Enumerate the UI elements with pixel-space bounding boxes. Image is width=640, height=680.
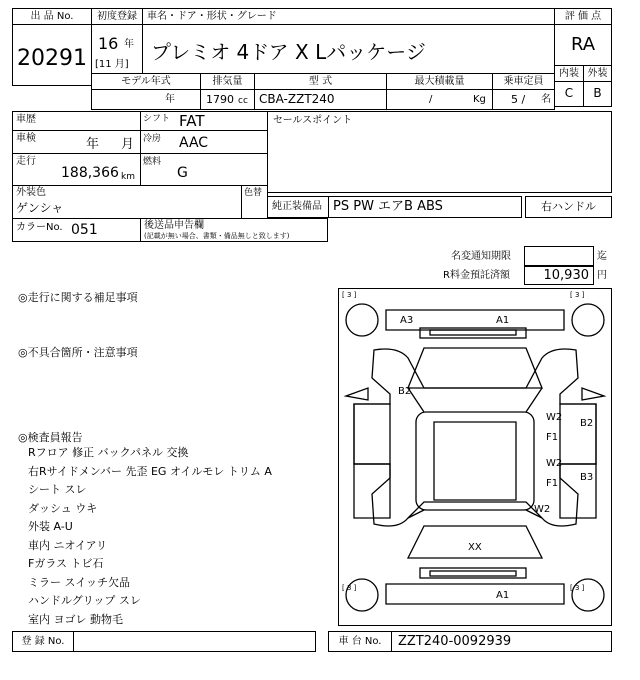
color-cell — [12, 185, 242, 219]
mark-b2-left: B2 — [398, 386, 412, 397]
right-front-door — [560, 404, 596, 464]
lot-no: 20291 — [17, 46, 87, 71]
inspector-line: シート スレ — [28, 483, 87, 496]
chassis-label: 車 台 No. — [338, 636, 382, 647]
recycle-unit: 円 — [597, 270, 607, 281]
car-name-label-cell — [142, 8, 555, 25]
recycle-label: R料金預託済額 — [443, 270, 510, 281]
color-change-cell — [241, 185, 268, 219]
tire-tag-fr: [ 3 ] — [570, 291, 585, 299]
inspector-line: ハンドルグリップ スレ — [28, 594, 141, 607]
exterior-label-cell — [583, 65, 612, 82]
inspector-line: 車内 ニオイアリ — [28, 538, 108, 552]
car-name-cell — [142, 24, 555, 74]
mark-w2-2: W2 — [546, 458, 563, 469]
equipment-label-cell — [267, 196, 329, 218]
left-mirror-icon — [346, 388, 368, 400]
inspector-line: Fガラス トビ石 — [28, 557, 104, 570]
inspection-month-unit: 月 — [121, 137, 135, 152]
capacity-cell — [492, 89, 555, 110]
handle: 右ハンドル — [541, 200, 596, 213]
inspector-line: ミラー スイッチ欠品 — [28, 575, 131, 589]
mileage-cell — [12, 153, 141, 186]
first-reg-cell — [91, 24, 143, 74]
rating: RA — [570, 34, 596, 55]
fuel-cell — [140, 153, 268, 186]
front-plate — [430, 330, 516, 335]
mark-f1-2: F1 — [546, 478, 559, 489]
transfer-label: 名変通知期限 — [451, 251, 511, 262]
displacement-unit: cc — [238, 96, 248, 106]
color: ゲンシャ — [16, 201, 64, 215]
max-load-label: 最大積載量 — [414, 76, 465, 87]
equipment: PS PW エアB ABS — [333, 199, 443, 214]
car-name-label: 車名・ドア・形状・グレード — [147, 11, 277, 22]
first-reg-label: 初度登録 — [97, 11, 137, 22]
model-year-unit: 年 — [165, 94, 175, 105]
mark-w2-1: W2 — [546, 412, 563, 423]
post-doc-cell — [140, 218, 328, 242]
color-no-cell — [12, 218, 141, 242]
shift: FAT — [179, 112, 205, 130]
ac: AAC — [179, 135, 209, 151]
inspector-report-lines — [28, 444, 272, 629]
reg-no-label-cell — [12, 631, 74, 652]
max-load: / — [429, 94, 433, 105]
inspection-cell — [12, 130, 141, 154]
shift-label: シフト — [143, 114, 171, 124]
exterior-label: 外装 — [587, 68, 608, 79]
displacement-cell — [200, 89, 255, 110]
rear-bumper — [386, 584, 564, 604]
transfer-field — [524, 246, 594, 266]
equipment-label: 純正装備品 — [272, 201, 322, 212]
left-front-door — [354, 404, 390, 464]
inspector-line: Rフロア 修正 バックパネル 交換 — [28, 446, 189, 459]
inspection-year-unit: 年 — [86, 137, 100, 152]
rating-label: 評 価 点 — [564, 11, 602, 22]
tire-tag-fl: [ 3 ] — [342, 291, 357, 299]
ac-cell — [140, 130, 268, 154]
mark-f1-1: F1 — [546, 432, 559, 443]
inspector-line: 外装 A-U — [28, 520, 73, 533]
tire-tag-rl: [ 3 ] — [342, 584, 357, 592]
chassis-no: ZZT240-0092939 — [398, 634, 512, 649]
tire-front-right-icon — [572, 304, 604, 336]
max-load-label-cell — [386, 73, 493, 90]
left-rear-door — [354, 464, 390, 518]
mileage: 188,366 — [61, 165, 119, 181]
rating-label-cell — [554, 8, 612, 25]
interior-grade-cell — [554, 81, 584, 107]
interior-grade: C — [564, 86, 574, 100]
mark-a3: A3 — [400, 315, 414, 326]
mark-a1-rear: A1 — [496, 590, 510, 601]
recycle-field — [524, 266, 594, 285]
capacity-label-cell — [492, 73, 555, 90]
mark-b2-right: B2 — [580, 418, 594, 429]
tire-tag-rr: [ 3 ] — [570, 584, 585, 592]
capacity-label: 乗車定員 — [503, 76, 544, 87]
type: CBA-ZZT240 — [259, 92, 335, 106]
mark-a1-front: A1 — [496, 315, 510, 326]
color-no-label: カラーNo. — [16, 222, 63, 233]
equipment-cell — [328, 196, 522, 218]
mark-w2-3: W2 — [534, 504, 551, 515]
lot-no-label: 出 品 No. — [30, 11, 74, 22]
color-change-label: 色替 — [244, 188, 263, 198]
displacement-label-cell — [200, 73, 255, 90]
sales-point-cell — [267, 111, 612, 193]
max-load-cell — [386, 89, 493, 110]
inspector-line: 右Rサイドメンバー 先歪 EG オイルモレ トリム A — [28, 464, 272, 478]
color-label: 外装色 — [16, 187, 46, 198]
interior-label-cell — [554, 65, 584, 82]
type-label-cell — [254, 73, 387, 90]
first-reg-year-unit: 年 — [124, 39, 134, 50]
shift-cell — [140, 111, 268, 131]
displacement-label: 排気量 — [212, 76, 243, 87]
post-doc-label: 後送品申告欄 — [144, 220, 204, 231]
chassis-label-cell — [328, 631, 392, 652]
mileage-label: 走行 — [16, 156, 36, 167]
history-cell — [12, 111, 141, 131]
lot-no-cell — [12, 24, 92, 86]
mark-b3: B3 — [580, 472, 594, 483]
inspection-label: 車検 — [16, 133, 36, 144]
rear-plate — [430, 571, 516, 576]
max-load-unit: Kg — [473, 94, 486, 105]
driving-notes-label: ◎走行に関する補足事項 — [18, 291, 138, 304]
displacement: 1790 — [206, 93, 234, 106]
recycle-value: 10,930 — [543, 268, 589, 283]
hood — [408, 348, 542, 388]
lot-no-label-cell — [12, 8, 92, 25]
exterior-grade: B — [593, 86, 602, 100]
capacity: 5 / — [511, 93, 526, 106]
inspector-report-label: ◎検査員報告 — [18, 431, 83, 444]
roof-inner — [434, 422, 516, 500]
transfer-unit: 迄 — [597, 251, 607, 262]
mileage-unit: km — [121, 172, 135, 182]
model-year-label-cell — [91, 73, 201, 90]
pillars — [408, 388, 542, 518]
model-year-cell — [91, 89, 201, 110]
post-doc-note: (記載が無い場合、書類・備品無しと致します) — [144, 232, 290, 240]
mark-xx: XX — [468, 542, 482, 553]
diagram-frame — [339, 289, 612, 626]
car-name: プレミオ 4ドア X Lパッケージ — [151, 40, 426, 64]
right-mirror-icon — [582, 388, 604, 400]
defect-notes-label: ◎不具合箇所・注意事項 — [18, 346, 138, 359]
fuel: G — [177, 165, 188, 181]
ac-label: 冷房 — [143, 134, 162, 144]
type-cell — [254, 89, 387, 110]
color-no: 051 — [71, 222, 98, 238]
sales-point-label: セールスポイント — [273, 115, 353, 126]
first-reg-month: [11 月] — [95, 59, 129, 70]
exterior-grade-cell — [583, 81, 612, 107]
handle-cell — [525, 196, 612, 218]
interior-label: 内装 — [559, 68, 579, 79]
chassis-cell — [391, 631, 612, 652]
capacity-unit: 名 — [541, 94, 551, 105]
reg-no-label: 登 録 No. — [21, 636, 65, 647]
first-reg-label-cell — [91, 8, 143, 25]
first-reg-year: 16 — [98, 34, 119, 53]
tire-front-left-icon — [346, 304, 378, 336]
inspector-line: 室内 ヨゴレ 動物毛 — [28, 612, 123, 626]
type-label: 型 式 — [308, 76, 333, 87]
inspector-line: ダッシュ ウキ — [28, 501, 98, 515]
history-label: 車歴 — [16, 114, 36, 125]
rating-cell — [554, 24, 612, 66]
car-diagram — [338, 288, 612, 626]
fuel-label: 燃料 — [143, 157, 162, 167]
model-year-label: モデル年式 — [121, 76, 171, 87]
reg-no-cell — [73, 631, 316, 652]
